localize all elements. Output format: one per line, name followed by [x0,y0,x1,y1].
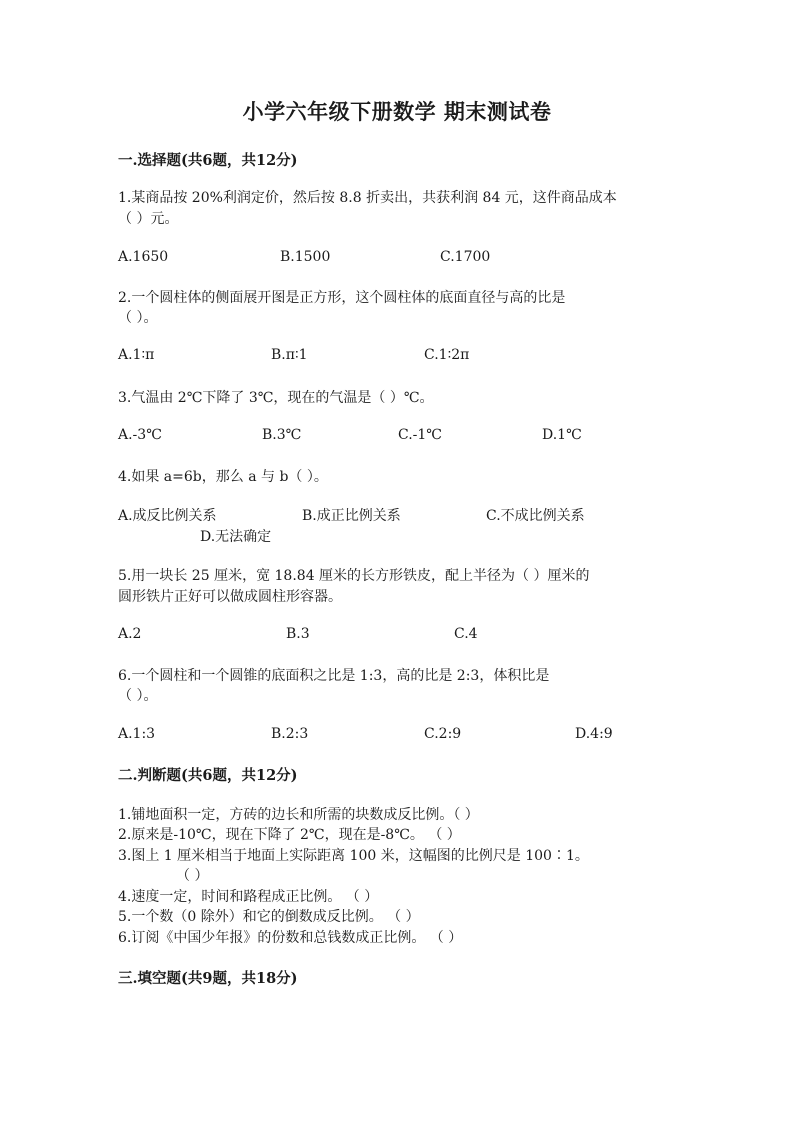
judge-item-6: 6.订阅《中国少年报》的份数和总钱数成正比例。 （ ） [118,930,463,946]
section-heading-judge: 二.判断题(共6题，共12分) [118,767,298,784]
question-1-option-a: A.1650 [118,249,169,265]
question-3-option-c: C.-1℃ [398,427,442,443]
question-6-option-a: A.1:3 [118,726,156,742]
question-4-option-d: D.无法确定 [200,529,272,545]
page-title: 小学六年级下册数学 期末测试卷 [242,99,552,124]
question-3-text: 3.气温由 2℃下降了 3℃，现在的气温是（ ）℃。 [118,390,434,406]
question-1-text: 1.某商品按 20%利润定价，然后按 8.8 折卖出，共获利润 84 元，这件商品成本 [118,190,617,206]
question-4-option-c: C.不成比例关系 [486,508,585,524]
judge-item-3-bracket: （ ） [176,868,209,884]
judge-item-2: 2.原来是-10℃，现在下降了 2℃，现在是-8℃。 （ ） [118,827,461,843]
question-5-option-c: C.4 [454,626,478,642]
question-2-text-cont: （ ）。 [118,310,158,326]
judge-item-1: 1.铺地面积一定，方砖的边长和所需的块数成反比例。（ ） [118,807,479,823]
judge-item-5: 5.一个数（0 除外）和它的倒数成反比例。 （ ） [118,909,420,925]
question-6-option-d: D.4:9 [575,726,613,742]
question-1-option-b: B.1500 [280,249,331,265]
judge-item-3: 3.图上 1 厘米相当于地面上实际距离 100 米，这幅图的比例尺是 100∶1。 [118,848,589,864]
question-6-text-cont: （ ）。 [118,688,158,704]
question-4-option-a: A.成反比例关系 [118,508,217,524]
question-4-text: 4.如果 a=6b，那么 a 与 b（ ）。 [118,469,328,485]
question-3-option-a: A.-3℃ [118,427,162,443]
section-heading-fill: 三.填空题(共9题，共18分) [118,970,298,987]
question-1-option-c: C.1700 [440,249,491,265]
question-5-option-a: A.2 [118,626,142,642]
question-2-text: 2.一个圆柱体的侧面展开图是正方形，这个圆柱体的底面直径与高的比是 [118,290,566,306]
section-heading-choice: 一.选择题(共6题，共12分) [118,152,298,169]
question-2-option-c: C.1∶2π [424,347,470,363]
question-4-option-b: B.成正比例关系 [302,508,401,524]
judge-item-4: 4.速度一定，时间和路程成正比例。 （ ） [118,889,379,905]
question-5-text: 5.用一块长 25 厘米，宽 18.84 厘米的长方形铁皮，配上半径为（ ）厘米的 [118,568,590,584]
question-5-text-cont: 圆形铁片正好可以做成圆柱形容器。 [118,589,342,605]
question-2-option-a: A.1∶π [118,347,155,363]
question-6-text: 6.一个圆柱和一个圆锥的底面积之比是 1:3，高的比是 2:3，体积比是 [118,668,550,684]
question-3-option-b: B.3℃ [262,427,302,443]
question-2-option-b: B.π∶1 [271,347,308,363]
question-5-option-b: B.3 [286,626,310,642]
question-6-option-c: C.2:9 [424,726,462,742]
question-3-option-d: D.1℃ [542,427,582,443]
question-6-option-b: B.2:3 [271,726,309,742]
question-1-text-cont: （ ）元。 [118,211,179,227]
